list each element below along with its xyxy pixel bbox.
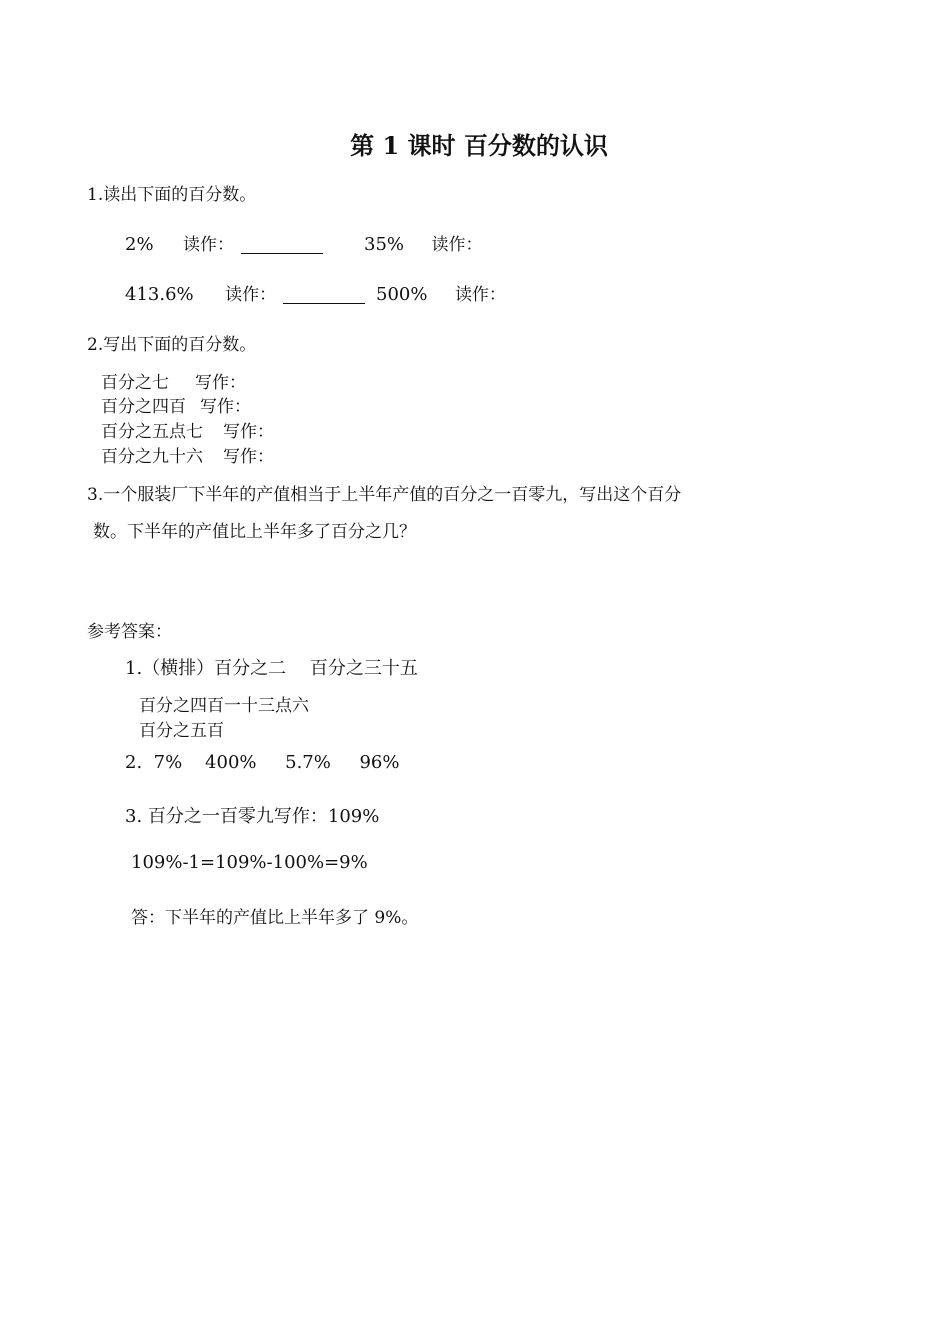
q1-item-4-label: 读作： (454, 285, 506, 305)
answer-blank (283, 285, 365, 304)
q2-item-1-text: 百分之七 (101, 373, 169, 393)
answer-1-line-3: 百分之五百 (139, 721, 224, 741)
q1-item-2 (364, 230, 482, 255)
answer-1-line-1: 1.（横排）百分之二 百分之三十五 (125, 658, 418, 679)
answer-blank (241, 235, 323, 254)
q2-item-4 (101, 442, 274, 467)
q1-item-1 (125, 230, 323, 255)
q2-item-4-label: 写作： (223, 447, 274, 467)
q2-item-1 (101, 368, 246, 393)
q1-item-2-value: 35% (364, 234, 405, 255)
answer-3-line-3: 答：下半年的产值比上半年多了 9%。 (131, 908, 419, 928)
q1-item-1-label: 读作： (183, 235, 235, 255)
q1-item-1-value: 2% (125, 234, 154, 255)
question-3-line-1: 3.一个服装厂下半年的产值相当于上半年产值的百分之一百零九，写出这个百分 (87, 485, 682, 505)
q1-item-3 (125, 280, 365, 305)
q2-item-2-text: 百分之四百 (101, 397, 186, 417)
q2-item-4-text: 百分之九十六 (101, 447, 203, 467)
q1-item-3-label: 读作： (225, 285, 277, 305)
q2-item-1-label: 写作： (195, 373, 246, 393)
q2-item-2-label: 写作： (200, 397, 251, 417)
answer-1-line-2: 百分之四百一十三点六 (139, 696, 309, 716)
question-1-heading: 1.读出下面的百分数。 (87, 185, 257, 205)
page-title: 第 1 课时 百分数的认识 (350, 131, 608, 160)
answer-3-line-1: 3. 百分之一百零九写作：109% (125, 806, 380, 827)
answer-3-line-2: 109%-1=109%-100%=9% (131, 852, 368, 873)
q2-item-3 (101, 417, 274, 442)
answers-heading: 参考答案： (87, 622, 172, 642)
q2-item-2 (101, 392, 251, 417)
question-2-heading: 2.写出下面的百分数。 (87, 335, 257, 355)
q2-item-3-label: 写作： (223, 422, 274, 442)
q1-item-4 (376, 280, 506, 305)
answer-2: 2. 7% 400% 5.7% 96% (125, 752, 400, 773)
q2-item-3-text: 百分之五点七 (101, 422, 203, 442)
q1-item-3-value: 413.6% (125, 284, 194, 305)
q1-item-2-label: 读作： (431, 235, 483, 255)
q1-item-4-value: 500% (376, 284, 428, 305)
question-3-line-2: 数。下半年的产值比上半年多了百分之几？ (93, 522, 416, 542)
